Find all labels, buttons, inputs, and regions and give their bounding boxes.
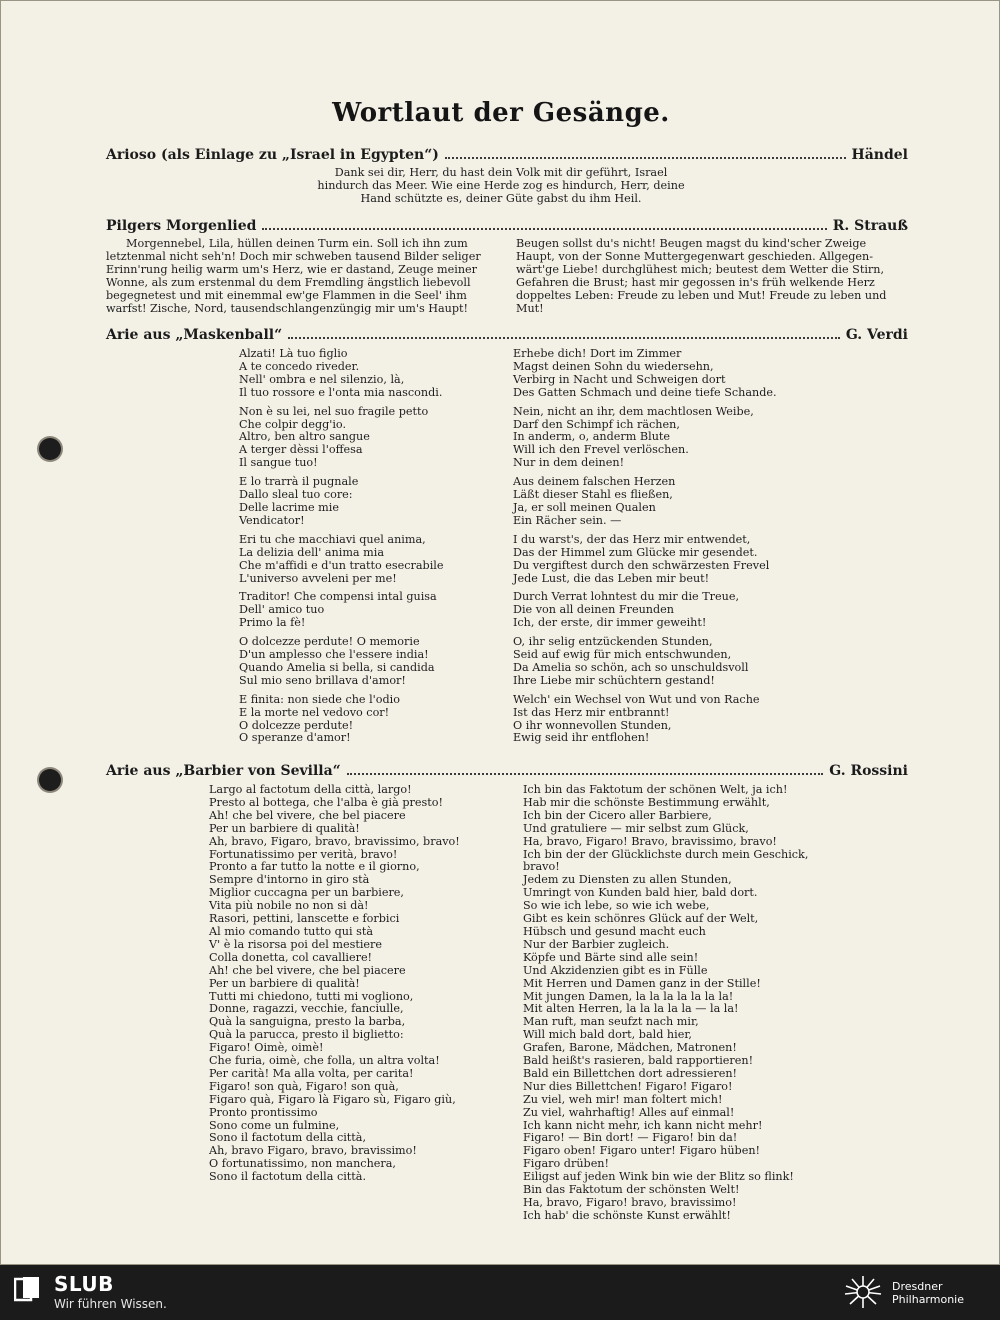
lyric-line: Ihre Liebe mir schüchtern gestand! bbox=[513, 673, 715, 687]
lyric-line: O speranze d'amor! bbox=[239, 731, 351, 745]
lyric-line: Ich, der erste, dir immer geweiht! bbox=[513, 616, 707, 630]
lyric-line: wärt'ge Liebe! durchglühest mich; beutest dem Wetter die Stirn, bbox=[516, 262, 885, 276]
lyric-line: Alzati! Là tuo figlio bbox=[239, 347, 348, 360]
lyric-line: Tutti mi chiedono, tutti mi vogliono, bbox=[209, 989, 414, 1003]
lyrics-rossini-italian bbox=[209, 784, 509, 1184]
lyric-line: Colla donetta, col cavalliere! bbox=[209, 950, 373, 964]
lyric-line: O dolcezze perdute! bbox=[239, 718, 354, 732]
lyric-line: Per un barbiere di qualità! bbox=[209, 976, 360, 990]
piece-title: Arioso (als Einlage zu „Israel in Egypten“) bbox=[106, 147, 439, 163]
lyric-line: So wie ich lebe, so wie ich webe, bbox=[523, 899, 710, 913]
lyric-line: La delizia dell' anima mia bbox=[239, 545, 385, 559]
lyric-line: Ah, bravo Figaro, bravo, bravissimo! bbox=[209, 1144, 417, 1158]
lyric-line: Sono il factotum della città, bbox=[209, 1131, 367, 1145]
slub-name: SLUB bbox=[54, 1272, 114, 1296]
lyric-line: Figaro drüben! bbox=[523, 1157, 610, 1171]
lyric-line: Zu viel, weh mir! man foltert mich! bbox=[523, 1092, 723, 1106]
lyric-line: Ich kann nicht mehr, ich kann nicht mehr! bbox=[523, 1118, 763, 1132]
composer-name: G. Rossini bbox=[829, 763, 908, 779]
lyric-line: Morgennebel, Lila, hüllen deinen Turm ein. Soll ich ihn zum bbox=[126, 237, 468, 250]
footer-bar bbox=[0, 1265, 1000, 1320]
lyric-line: A te concedo riveder. bbox=[239, 359, 360, 373]
lyric-line: Jedem zu Diensten zu allen Stunden, bbox=[523, 873, 732, 887]
philharmonie-name-line: Philharmonie bbox=[892, 1293, 964, 1306]
lyric-line: Dank sei dir, Herr, du hast dein Volk mit dir geführt, Israel bbox=[334, 166, 668, 179]
piece-title: Arie aus „Maskenball“ bbox=[106, 327, 283, 343]
page-title: Wortlaut der Gesänge. bbox=[332, 98, 670, 128]
lyric-line: Nur der Barbier zugleich. bbox=[523, 937, 670, 951]
lyric-line: E la morte nel vedovo cor! bbox=[239, 705, 390, 719]
lyric-line: Ah! che bel vivere, che bel piacere bbox=[209, 963, 406, 977]
lyric-line: In anderm, o, anderm Blute bbox=[513, 430, 671, 444]
lyric-line: Nur in dem deinen! bbox=[513, 456, 625, 470]
lyric-line: letztenmal nicht seh'n! Doch mir schweben tausend Bilder seliger bbox=[106, 249, 481, 263]
lyric-line: Gibt es kein schönres Glück auf der Welt, bbox=[523, 912, 759, 926]
lyric-line: Ah! che bel vivere, che bel piacere bbox=[209, 808, 406, 822]
lyric-line: Che furia, oimè, che folla, un altra volta! bbox=[209, 1054, 440, 1068]
lyric-line: O ihr wonnevollen Stunden, bbox=[513, 718, 672, 732]
lyric-line: Die von all deinen Freunden bbox=[513, 603, 675, 617]
lyric-line: Eiligst auf jeden Wink bin wie der Blitz so flink! bbox=[523, 1170, 794, 1184]
lyric-line: L'universo avveleni per me! bbox=[239, 571, 397, 585]
lyrics-haendel bbox=[251, 167, 751, 206]
lyric-line: Il tuo rossore e l'onta mia nascondi. bbox=[239, 385, 443, 399]
lyric-line: Mit jungen Damen, la la la la la la la! bbox=[523, 989, 734, 1003]
lyric-line: Fortunatissimo per verità, bravo! bbox=[209, 847, 398, 861]
lyric-line: Che m'affidi e d'un tratto esecrabile bbox=[239, 558, 444, 572]
dot-leader bbox=[262, 228, 826, 230]
slub-slogan: Wir führen Wissen. bbox=[54, 1297, 167, 1311]
lyrics-verdi-german bbox=[513, 348, 793, 745]
lyric-line: Ich bin der der Glücklichste durch mein Geschick, bbox=[523, 847, 809, 861]
lyric-line: bravo! bbox=[523, 860, 560, 874]
piece-heading-rossini bbox=[106, 763, 908, 783]
lyric-line: Seid auf ewig für mich entschwunden, bbox=[513, 648, 732, 662]
lyric-line: Vita più nobile no non si dà! bbox=[209, 899, 369, 913]
lyric-line: Erinn'rung heilig warm um's Herz, wie er dastand, Zeuge meiner bbox=[106, 262, 478, 276]
lyric-line: Figaro! son quà, Figaro! son quà, bbox=[209, 1079, 399, 1093]
lyric-line: Gefahren die Brust; hast mir gegossen in's früh welkende Herz bbox=[516, 275, 875, 289]
lyric-line: Zu viel, wahrhaftig! Alles auf einmal! bbox=[523, 1105, 735, 1119]
lyric-line: Mut! bbox=[516, 301, 544, 315]
lyric-line: Presto al bottega, che l'alba è già presto! bbox=[209, 795, 443, 809]
lyric-line: Figaro! Oimè, oimè! bbox=[209, 1041, 324, 1055]
lyric-line: Köpfe und Bärte sind alle sein! bbox=[523, 950, 699, 964]
lyric-line: Figaro! — Bin dort! — Figaro! bin da! bbox=[523, 1131, 738, 1145]
lyric-line: begegnetest und mit einemmal ew'ge Flammen in die Seel' ihm bbox=[106, 288, 467, 302]
lyric-line: Pronto a far tutto la notte e il giorno, bbox=[209, 860, 420, 874]
lyric-line: Figaro quà, Figaro là Figaro sù, Figaro giù, bbox=[209, 1092, 456, 1106]
lyric-line: Ich bin der Cicero aller Barbiere, bbox=[523, 808, 712, 822]
lyric-line: Sono il factotum della città. bbox=[209, 1170, 367, 1184]
lyric-line: Da Amelia so schön, ach so unschuldsvoll bbox=[513, 660, 749, 674]
lyric-line: Hübsch und gesund macht euch bbox=[523, 924, 706, 938]
slub-logo-icon bbox=[14, 1276, 40, 1302]
lyric-line: Grafen, Barone, Mädchen, Matronen! bbox=[523, 1041, 737, 1055]
lyric-line: Erhebe dich! Dort im Zimmer bbox=[513, 347, 682, 360]
lyric-line: Ha, bravo, Figaro! bravo, bravissimo! bbox=[523, 1196, 737, 1209]
lyric-line: Haupt, von der Sonne Muttergegenwart geschieden. Allgegen- bbox=[516, 249, 874, 263]
dot-leader bbox=[347, 773, 824, 775]
lyric-line: Beugen sollst du's nicht! Beugen magst du kind'scher Zweige bbox=[516, 237, 867, 250]
lyric-line: Traditor! Che compensi intal guisa bbox=[239, 590, 437, 604]
lyric-line: O, ihr selig entzückenden Stunden, bbox=[513, 635, 713, 649]
lyric-line: Il sangue tuo! bbox=[239, 456, 318, 470]
lyric-line: Durch Verrat lohntest du mir die Treue, bbox=[513, 590, 740, 604]
lyric-line: Dell' amico tuo bbox=[239, 603, 325, 617]
lyric-line: Bald ein Billettchen dort adressieren! bbox=[523, 1066, 738, 1080]
lyric-line: Vendicator! bbox=[239, 513, 305, 527]
lyrics-rossini-german bbox=[523, 784, 823, 1223]
lyric-line: doppeltes Leben: Freude zu leben und Mut! Freude zu leben und bbox=[516, 288, 887, 302]
lyric-line: Ist das Herz mir entbrannt! bbox=[513, 705, 670, 719]
lyric-line: E finita: non siede che l'odio bbox=[239, 692, 400, 706]
lyric-line: Figaro oben! Figaro unter! Figaro hüben! bbox=[523, 1144, 761, 1158]
lyric-line: Ah, bravo, Figaro, bravo, bravissimo, bravo! bbox=[209, 834, 460, 848]
composer-name: R. Strauß bbox=[832, 218, 908, 234]
lyric-line: Ewig seid ihr entflohen! bbox=[513, 731, 650, 745]
lyric-line: Umringt von Kunden bald hier, bald dort. bbox=[523, 886, 758, 900]
lyric-line: Pronto prontissimo bbox=[209, 1105, 318, 1119]
lyric-line: Du vergiftest durch den schwärzesten Frevel bbox=[513, 558, 770, 572]
philharmonie-name-line: Dresdner bbox=[892, 1280, 943, 1293]
lyric-line: Darf den Schimpf ich rächen, bbox=[513, 417, 680, 431]
lyric-line: D'un amplesso che l'essere india! bbox=[239, 648, 429, 662]
lyric-line: Mit Herren und Damen ganz in der Stille! bbox=[523, 976, 761, 990]
lyric-line: Jede Lust, die das Leben mir beut! bbox=[513, 571, 710, 585]
lyric-line: Aus deinem falschen Herzen bbox=[513, 475, 676, 489]
lyric-line: A terger dèssi l'offesa bbox=[239, 443, 363, 457]
lyric-line: Des Gatten Schmach und deine tiefe Schande. bbox=[513, 385, 777, 399]
dot-leader bbox=[288, 337, 840, 339]
piece-heading-verdi bbox=[106, 327, 908, 347]
lyric-line: Ich hab' die schönste Kunst erwählt! bbox=[523, 1208, 731, 1222]
lyric-line: Will mich bald dort, bald hier, bbox=[523, 1028, 692, 1042]
lyric-line: Magst deinen Sohn du wiedersehn, bbox=[513, 359, 714, 373]
lyric-line: Welch' ein Wechsel von Wut und von Rache bbox=[513, 692, 760, 706]
lyric-line: Altro, ben altro sangue bbox=[239, 430, 370, 444]
piece-title: Pilgers Morgenlied bbox=[106, 218, 257, 234]
punch-hole bbox=[39, 438, 61, 460]
lyric-line: Per carità! Ma alla volta, per carita! bbox=[209, 1066, 414, 1080]
composer-name: G. Verdi bbox=[845, 327, 908, 343]
lyric-line: Ja, er soll meinen Qualen bbox=[513, 500, 656, 514]
piece-title: Arie aus „Barbier von Sevilla“ bbox=[106, 763, 341, 779]
lyric-line: Al mio comando tutto qui stà bbox=[209, 924, 374, 938]
lyric-line: Nur dies Billettchen! Figaro! Figaro! bbox=[523, 1079, 733, 1093]
lyric-line: Eri tu che macchiavi quel anima, bbox=[239, 532, 426, 546]
lyric-line: Man ruft, man seufzt nach mir, bbox=[523, 1015, 699, 1029]
lyric-line: Hab mir die schönste Bestimmung erwählt, bbox=[523, 795, 770, 809]
dot-leader bbox=[445, 157, 846, 159]
lyric-line: Nein, nicht an ihr, dem machtlosen Weibe, bbox=[513, 404, 754, 418]
lyrics-verdi-italian bbox=[239, 348, 509, 745]
lyric-line: hindurch das Meer. Wie eine Herde zog es hindurch, Herr, deine bbox=[317, 178, 685, 192]
lyric-line: O dolcezze perdute! O memorie bbox=[239, 635, 420, 649]
lyric-line: Bin das Faktotum der schönsten Welt! bbox=[523, 1183, 740, 1197]
lyric-line: Largo al factotum della città, largo! bbox=[209, 783, 412, 796]
piece-heading-haendel bbox=[106, 147, 908, 167]
lyric-line: Che colpir degg'io. bbox=[239, 417, 347, 431]
lyric-line: Ein Rächer sein. — bbox=[513, 513, 622, 527]
lyric-line: warfst! Zische, Nord, tausendschlangenzüngig mir um's Haupt! bbox=[106, 301, 469, 315]
lyric-line: Dallo sleal tuo core: bbox=[239, 488, 353, 502]
lyric-line: Läßt dieser Stahl es fließen, bbox=[513, 488, 673, 502]
lyric-line: Sul mio seno brillava d'amor! bbox=[239, 673, 406, 687]
punch-hole bbox=[39, 769, 61, 791]
lyric-line: Rasori, pettini, lanscette e forbici bbox=[209, 912, 400, 926]
lyric-line: Verbirg in Nacht und Schweigen dort bbox=[513, 372, 726, 386]
lyric-line: Miglior cuccagna per un barbiere, bbox=[209, 886, 404, 900]
lyric-line: Per un barbiere di qualità! bbox=[209, 821, 360, 835]
lyric-line: Sono come un fulmine, bbox=[209, 1118, 340, 1132]
piece-heading-strauss bbox=[106, 218, 908, 238]
lyric-line: Delle lacrime mie bbox=[239, 500, 339, 514]
lyric-line: I du warst's, der das Herz mir entwendet, bbox=[513, 532, 751, 546]
lyric-line: E lo trarrà il pugnale bbox=[239, 475, 359, 489]
lyric-line: Quà la sanguigna, presto la barba, bbox=[209, 1015, 406, 1029]
lyric-line: Und Akzidenzien gibt es in Fülle bbox=[523, 963, 708, 977]
composer-name: Händel bbox=[851, 147, 908, 163]
lyric-line: Primo la fè! bbox=[239, 616, 306, 630]
lyrics-strauss-right bbox=[516, 238, 908, 315]
lyric-line: Das der Himmel zum Glücke mir gesendet. bbox=[513, 545, 758, 559]
lyric-line: V' è la risorsa poi del mestiere bbox=[209, 937, 382, 951]
lyric-line: Und gratuliere — mir selbst zum Glück, bbox=[523, 821, 749, 835]
lyric-line: O fortunatissimo, non manchera, bbox=[209, 1157, 396, 1171]
philharmonie-logo-icon bbox=[840, 1274, 886, 1310]
lyric-line: Ha, bravo, Figaro! Bravo, bravissimo, bravo! bbox=[523, 834, 777, 848]
lyric-line: Will ich den Frevel verlöschen. bbox=[513, 443, 689, 457]
lyric-line: Donne, ragazzi, vecchie, fanciulle, bbox=[209, 1002, 404, 1016]
lyric-line: Nell' ombra e nel silenzio, là, bbox=[239, 372, 405, 386]
lyric-line: Quando Amelia si bella, si candida bbox=[239, 660, 435, 674]
lyric-line: Quà la parucca, presto il biglietto: bbox=[209, 1028, 404, 1042]
lyric-line: Hand schützte es, deiner Güte gabst du ihm Heil. bbox=[360, 191, 642, 205]
lyric-line: Bald heißt's rasieren, bald rapportieren! bbox=[523, 1054, 754, 1068]
lyric-line: Mit alten Herren, la la la la la — la la! bbox=[523, 1002, 739, 1016]
lyric-line: Wonne, als zum erstenmal du dem Fremdling ängstlich liebevoll bbox=[106, 275, 471, 289]
lyric-line: Sempre d'intorno in giro stà bbox=[209, 873, 370, 887]
philharmonie-name bbox=[892, 1280, 964, 1306]
lyric-line: Ich bin das Faktotum der schönen Welt, ja ich! bbox=[523, 783, 788, 796]
lyrics-strauss-left bbox=[106, 238, 498, 315]
lyric-line: Non è su lei, nel suo fragile petto bbox=[239, 404, 429, 418]
